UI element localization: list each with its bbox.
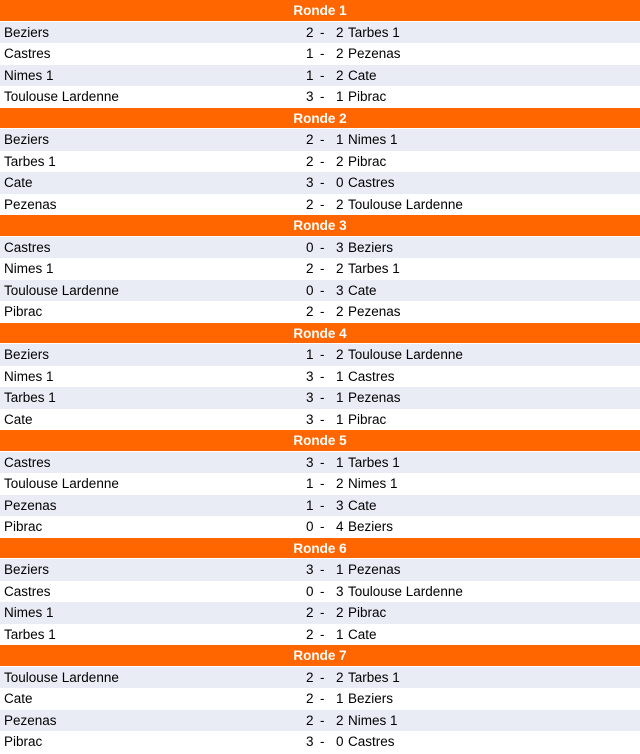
away-team: Nimes 1 bbox=[348, 132, 398, 147]
match-row bbox=[0, 387, 640, 409]
match-row bbox=[0, 409, 640, 431]
home-score: 2 bbox=[306, 669, 314, 685]
match-row bbox=[0, 258, 640, 280]
away-score: 1 bbox=[336, 626, 344, 642]
home-score: 2 bbox=[306, 132, 314, 147]
match-row bbox=[0, 452, 640, 474]
match-row bbox=[0, 129, 640, 151]
away-team: Cate bbox=[348, 282, 377, 298]
home-score: 1 bbox=[306, 67, 314, 83]
away-score: 2 bbox=[336, 153, 344, 169]
away-team: Castres bbox=[348, 368, 395, 384]
score-separator: - bbox=[320, 89, 325, 104]
match-row bbox=[0, 688, 640, 710]
away-team: Beziers bbox=[348, 691, 394, 706]
score-separator: - bbox=[320, 583, 325, 599]
home-team: Beziers bbox=[4, 347, 50, 362]
away-score: 2 bbox=[336, 605, 344, 620]
home-score: 2 bbox=[306, 626, 314, 642]
away-score: 2 bbox=[336, 712, 344, 728]
home-team: Toulouse Lardenne bbox=[4, 282, 119, 298]
home-score: 0 bbox=[306, 519, 314, 534]
round-header: Ronde 2 bbox=[0, 108, 640, 130]
match-row bbox=[0, 43, 640, 65]
away-team: Pibrac bbox=[348, 605, 387, 620]
home-score: 3 bbox=[306, 562, 314, 577]
away-team: Cate bbox=[348, 626, 377, 642]
home-score: 2 bbox=[306, 712, 314, 728]
away-team: Pibrac bbox=[348, 153, 387, 169]
match-row bbox=[0, 602, 640, 624]
away-team: Castres bbox=[348, 175, 395, 190]
home-score: 2 bbox=[306, 605, 314, 620]
match-row bbox=[0, 731, 640, 753]
away-score: 1 bbox=[336, 454, 344, 470]
home-score: 3 bbox=[306, 734, 314, 749]
home-team: Tarbes 1 bbox=[4, 390, 56, 405]
home-score: 2 bbox=[306, 153, 314, 169]
away-score: 0 bbox=[336, 734, 344, 749]
home-team: Beziers bbox=[4, 562, 50, 577]
home-team: Toulouse Lardenne bbox=[4, 669, 119, 685]
home-score: 0 bbox=[306, 239, 314, 255]
score-separator: - bbox=[320, 669, 325, 685]
score-separator: - bbox=[320, 196, 325, 212]
home-team: Pibrac bbox=[4, 519, 43, 534]
away-score: 3 bbox=[336, 497, 344, 513]
score-separator: - bbox=[320, 626, 325, 642]
home-team: Toulouse Lardenne bbox=[4, 89, 119, 104]
away-score: 2 bbox=[336, 347, 344, 362]
home-team: Nimes 1 bbox=[4, 67, 54, 83]
match-row bbox=[0, 624, 640, 646]
home-score: 1 bbox=[306, 347, 314, 362]
away-team: Tarbes 1 bbox=[348, 669, 400, 685]
match-row bbox=[0, 280, 640, 302]
round-header: Ronde 1 bbox=[0, 0, 640, 22]
score-separator: - bbox=[320, 347, 325, 362]
away-score: 2 bbox=[336, 261, 344, 276]
score-separator: - bbox=[320, 175, 325, 190]
away-team: Nimes 1 bbox=[348, 476, 398, 491]
home-score: 3 bbox=[306, 390, 314, 405]
match-row bbox=[0, 344, 640, 366]
away-score: 3 bbox=[336, 583, 344, 599]
home-team: Pezenas bbox=[4, 712, 57, 728]
home-score: 3 bbox=[306, 454, 314, 470]
away-team: Pezenas bbox=[348, 390, 401, 405]
match-row bbox=[0, 710, 640, 732]
match-row bbox=[0, 237, 640, 259]
away-score: 1 bbox=[336, 411, 344, 427]
home-team: Cate bbox=[4, 411, 33, 427]
score-separator: - bbox=[320, 605, 325, 620]
round-header: Ronde 4 bbox=[0, 323, 640, 345]
away-team: Toulouse Lardenne bbox=[348, 196, 463, 212]
away-team: Pibrac bbox=[348, 89, 387, 104]
away-score: 3 bbox=[336, 282, 344, 298]
away-team: Pezenas bbox=[348, 562, 401, 577]
home-team: Pezenas bbox=[4, 497, 57, 513]
home-team: Castres bbox=[4, 583, 51, 599]
home-team: Pibrac bbox=[4, 304, 43, 319]
score-separator: - bbox=[320, 691, 325, 706]
round-header: Ronde 5 bbox=[0, 430, 640, 452]
match-row bbox=[0, 22, 640, 44]
score-separator: - bbox=[320, 411, 325, 427]
away-team: Tarbes 1 bbox=[348, 24, 400, 40]
away-score: 1 bbox=[336, 368, 344, 384]
away-team: Toulouse Lardenne bbox=[348, 583, 463, 599]
home-score: 1 bbox=[306, 46, 314, 61]
away-team: Cate bbox=[348, 67, 377, 83]
score-separator: - bbox=[320, 24, 325, 40]
away-team: Tarbes 1 bbox=[348, 261, 400, 276]
away-score: 2 bbox=[336, 669, 344, 685]
away-team: Pibrac bbox=[348, 411, 387, 427]
home-team: Cate bbox=[4, 175, 33, 190]
match-row bbox=[0, 667, 640, 689]
home-score: 3 bbox=[306, 411, 314, 427]
away-team: Nimes 1 bbox=[348, 712, 398, 728]
away-score: 3 bbox=[336, 239, 344, 255]
match-row bbox=[0, 559, 640, 581]
home-team: Castres bbox=[4, 239, 51, 255]
score-separator: - bbox=[320, 497, 325, 513]
home-team: Beziers bbox=[4, 24, 50, 40]
away-score: 4 bbox=[336, 519, 344, 534]
away-score: 2 bbox=[336, 46, 344, 61]
away-score: 1 bbox=[336, 132, 344, 147]
score-separator: - bbox=[320, 519, 325, 534]
match-row bbox=[0, 172, 640, 194]
score-separator: - bbox=[320, 46, 325, 61]
away-score: 1 bbox=[336, 89, 344, 104]
away-team: Toulouse Lardenne bbox=[348, 347, 463, 362]
away-score: 1 bbox=[336, 390, 344, 405]
score-separator: - bbox=[320, 454, 325, 470]
match-row bbox=[0, 516, 640, 538]
score-separator: - bbox=[320, 734, 325, 749]
away-score: 1 bbox=[336, 562, 344, 577]
home-team: Nimes 1 bbox=[4, 261, 54, 276]
home-team: Pibrac bbox=[4, 734, 43, 749]
away-team: Tarbes 1 bbox=[348, 454, 400, 470]
score-separator: - bbox=[320, 153, 325, 169]
home-team: Castres bbox=[4, 46, 51, 61]
score-separator: - bbox=[320, 304, 325, 319]
away-team: Pezenas bbox=[348, 304, 401, 319]
score-separator: - bbox=[320, 712, 325, 728]
home-score: 1 bbox=[306, 476, 314, 491]
score-separator: - bbox=[320, 562, 325, 577]
match-row bbox=[0, 65, 640, 87]
away-score: 2 bbox=[336, 304, 344, 319]
home-score: 0 bbox=[306, 282, 314, 298]
home-team: Pezenas bbox=[4, 196, 57, 212]
score-separator: - bbox=[320, 132, 325, 147]
score-separator: - bbox=[320, 368, 325, 384]
score-separator: - bbox=[320, 261, 325, 276]
away-team: Pezenas bbox=[348, 46, 401, 61]
away-team: Cate bbox=[348, 497, 377, 513]
match-row bbox=[0, 495, 640, 517]
home-score: 2 bbox=[306, 196, 314, 212]
match-row bbox=[0, 86, 640, 108]
score-separator: - bbox=[320, 282, 325, 298]
home-score: 2 bbox=[306, 691, 314, 706]
round-header: Ronde 7 bbox=[0, 645, 640, 667]
home-team: Castres bbox=[4, 454, 51, 470]
score-separator: - bbox=[320, 390, 325, 405]
home-team: Toulouse Lardenne bbox=[4, 476, 119, 491]
home-team: Nimes 1 bbox=[4, 368, 54, 384]
home-score: 0 bbox=[306, 583, 314, 599]
away-score: 1 bbox=[336, 691, 344, 706]
home-team: Tarbes 1 bbox=[4, 626, 56, 642]
away-team: Beziers bbox=[348, 239, 394, 255]
round-header: Ronde 6 bbox=[0, 538, 640, 560]
match-row bbox=[0, 473, 640, 495]
home-score: 1 bbox=[306, 497, 314, 513]
home-score: 2 bbox=[306, 304, 314, 319]
match-row bbox=[0, 581, 640, 603]
home-score: 3 bbox=[306, 175, 314, 190]
home-team: Cate bbox=[4, 691, 33, 706]
home-score: 3 bbox=[306, 89, 314, 104]
score-separator: - bbox=[320, 476, 325, 491]
match-row bbox=[0, 366, 640, 388]
home-score: 3 bbox=[306, 368, 314, 384]
home-score: 2 bbox=[306, 261, 314, 276]
score-separator: - bbox=[320, 239, 325, 255]
away-score: 2 bbox=[336, 67, 344, 83]
home-team: Tarbes 1 bbox=[4, 153, 56, 169]
match-row bbox=[0, 194, 640, 216]
match-row bbox=[0, 151, 640, 173]
match-row bbox=[0, 301, 640, 323]
away-team: Castres bbox=[348, 734, 395, 749]
round-header: Ronde 3 bbox=[0, 215, 640, 237]
away-score: 2 bbox=[336, 196, 344, 212]
away-score: 2 bbox=[336, 24, 344, 40]
home-team: Beziers bbox=[4, 132, 50, 147]
home-team: Nimes 1 bbox=[4, 605, 54, 620]
away-score: 0 bbox=[336, 175, 344, 190]
away-score: 2 bbox=[336, 476, 344, 491]
score-separator: - bbox=[320, 67, 325, 83]
away-team: Beziers bbox=[348, 519, 394, 534]
home-score: 2 bbox=[306, 24, 314, 40]
